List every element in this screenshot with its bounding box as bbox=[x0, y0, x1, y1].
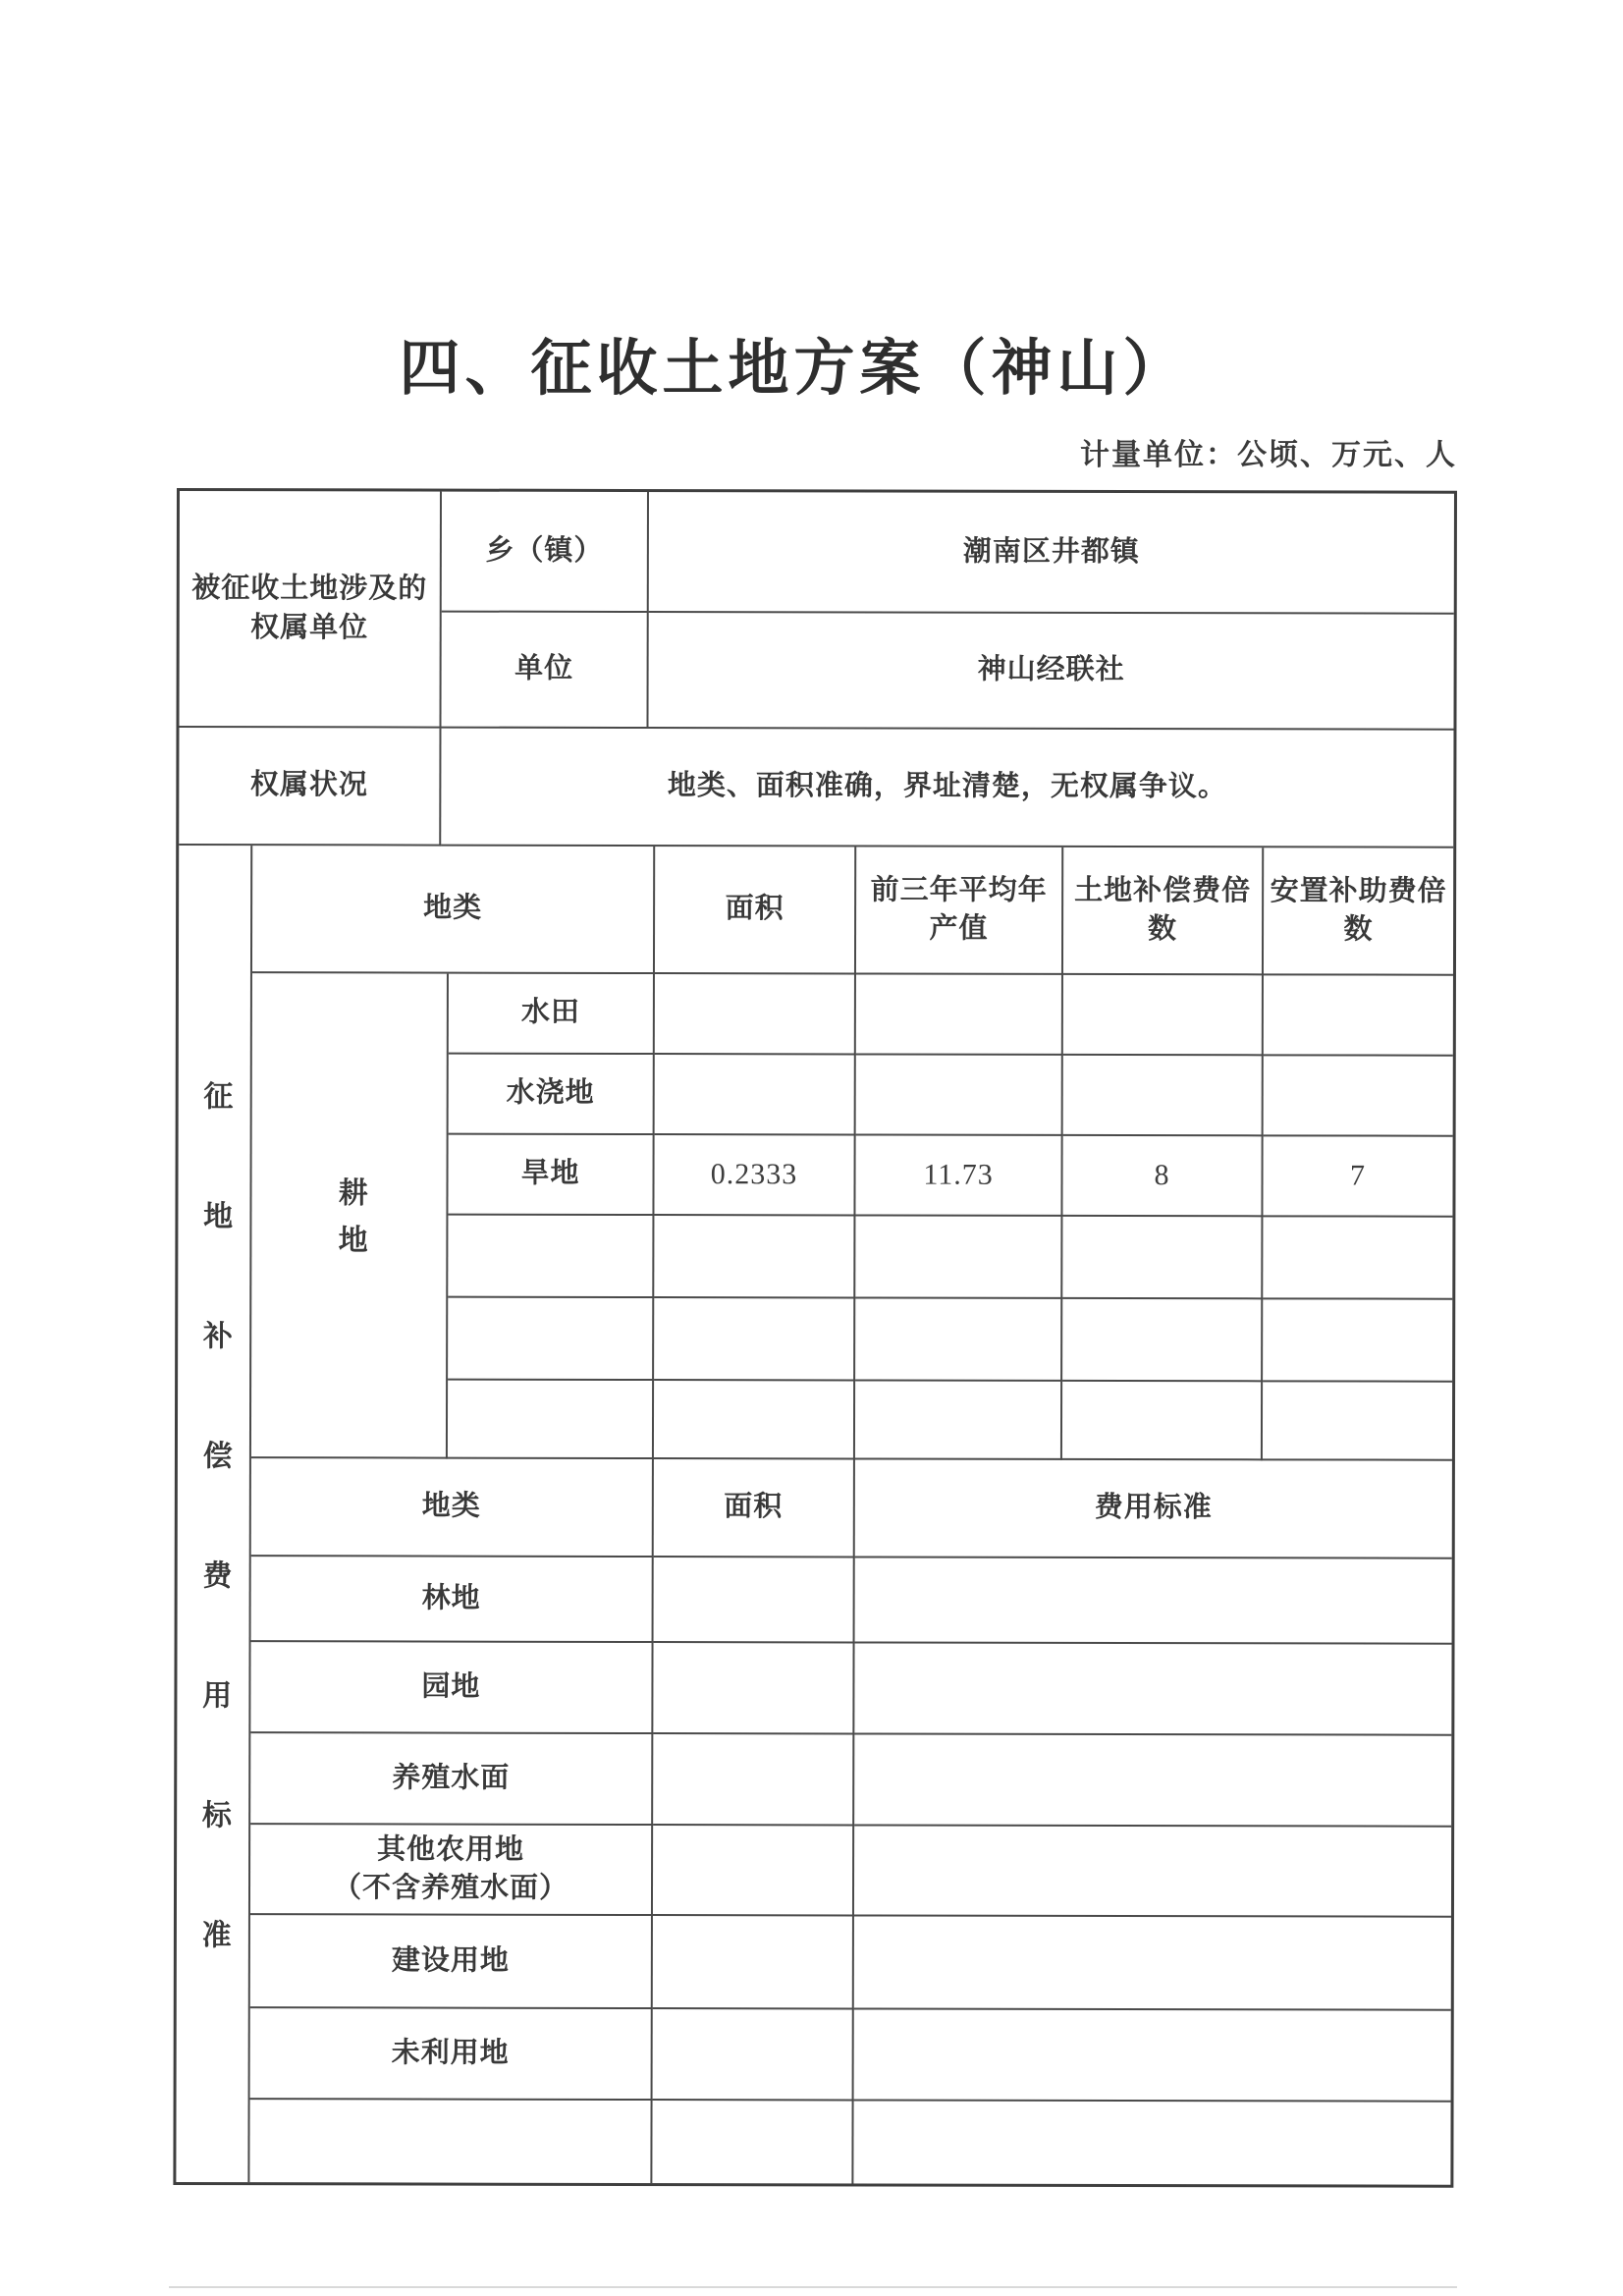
row-irrigated-resettle bbox=[1264, 1056, 1453, 1136]
row-empty2-land-comp bbox=[1062, 1299, 1263, 1382]
ownership-units-section bbox=[179, 491, 1454, 731]
row-garden-area bbox=[653, 1643, 854, 1734]
row-bottom-empty-label bbox=[249, 2100, 652, 2183]
unit-label-cell: 单位 bbox=[441, 613, 648, 729]
row-other-agri-area bbox=[653, 1826, 854, 1916]
row-empty2-avg-output bbox=[855, 1298, 1062, 1381]
row-empty1-avg-output bbox=[855, 1216, 1062, 1298]
row-garden-fee bbox=[854, 1643, 1451, 1735]
row-aquaculture-fee bbox=[854, 1734, 1451, 1827]
document-title: 四、征收土地方案（神山） bbox=[399, 335, 1189, 403]
land-acquisition-table bbox=[173, 488, 1457, 2188]
c2-header-fee-standard: 费用标准 bbox=[855, 1459, 1452, 1558]
compensation-section bbox=[176, 846, 1453, 2185]
township-value-cell: 潮南区井都镇 bbox=[649, 492, 1454, 615]
row-aquaculture-area bbox=[653, 1734, 854, 1826]
cultivated-group-label-text: 耕地 bbox=[333, 1176, 366, 1272]
measurement-unit-note: 计量单位：公顷、万元、人 bbox=[1080, 439, 1457, 471]
row-unused-fee bbox=[854, 2009, 1451, 2102]
row-empty2-label bbox=[448, 1298, 654, 1381]
row-empty3-area bbox=[654, 1381, 855, 1459]
row-dryland-land-comp: 8 bbox=[1062, 1136, 1263, 1217]
row-empty3-avg-output bbox=[855, 1381, 1062, 1459]
row-construction-fee bbox=[854, 1916, 1451, 2010]
ownership-status-value: 地类、面积准确，界址清楚，无权属争议。 bbox=[441, 729, 1453, 848]
c2-header-area: 面积 bbox=[654, 1459, 855, 1558]
ownership-status-section bbox=[179, 728, 1453, 848]
cultivated-group-label bbox=[251, 973, 449, 1458]
c2-header-land-type: 地类 bbox=[251, 1458, 654, 1558]
row-dryland-avg-output: 11.73 bbox=[855, 1135, 1062, 1216]
row-dryland-label: 旱地 bbox=[448, 1135, 654, 1216]
ownership-units-label: 被征收土地涉及的 权属单位 bbox=[179, 491, 442, 729]
compensation-side-label: 征地补偿费用标准 bbox=[196, 1079, 232, 2039]
row-paddy-area bbox=[655, 974, 856, 1055]
row-unused-area bbox=[653, 2009, 854, 2101]
row-empty1-area bbox=[654, 1216, 855, 1298]
row-forest-fee bbox=[855, 1558, 1452, 1644]
row-paddy-resettle bbox=[1264, 975, 1453, 1056]
row-dryland-area: 0.2333 bbox=[654, 1135, 855, 1216]
row-empty2-area bbox=[654, 1298, 855, 1381]
row-forest-area bbox=[654, 1558, 855, 1643]
row-paddy-land-comp bbox=[1063, 975, 1264, 1056]
unit-value-cell: 神山经联社 bbox=[648, 613, 1453, 731]
ownership-status-label: 权属状况 bbox=[179, 728, 441, 847]
row-unused-label: 未利用地 bbox=[250, 2008, 653, 2101]
c1-header-avg-output: 前三年平均年 产值 bbox=[856, 847, 1063, 974]
row-bottom-empty-fee bbox=[853, 2101, 1450, 2184]
row-empty1-label bbox=[448, 1216, 654, 1298]
row-empty1-land-comp bbox=[1062, 1217, 1263, 1299]
row-irrigated-avg-output bbox=[856, 1055, 1063, 1135]
row-other-agri-label: 其他农用地 （不含养殖水面） bbox=[250, 1825, 653, 1916]
row-aquaculture-label: 养殖水面 bbox=[250, 1733, 653, 1826]
page-bottom-scan-artifact bbox=[169, 2286, 1457, 2288]
c1-header-area: 面积 bbox=[655, 847, 856, 974]
township-label-cell: 乡（镇） bbox=[442, 492, 649, 613]
row-dryland-resettle: 7 bbox=[1263, 1136, 1452, 1217]
other-land-table bbox=[249, 1458, 1452, 2185]
c1-header-land-comp-multiple: 土地补偿费倍 数 bbox=[1063, 847, 1264, 975]
row-paddy-avg-output bbox=[856, 974, 1063, 1055]
row-other-agri-fee bbox=[854, 1826, 1451, 1917]
row-empty2-resettle bbox=[1263, 1299, 1452, 1382]
row-construction-area bbox=[653, 1916, 854, 2009]
cultivated-land-table bbox=[251, 846, 1453, 1461]
compensation-side-column bbox=[176, 846, 252, 2182]
row-bottom-empty-area bbox=[652, 2101, 853, 2183]
row-garden-label: 园地 bbox=[250, 1642, 653, 1734]
row-forest-label: 林地 bbox=[251, 1557, 654, 1643]
row-empty3-label bbox=[448, 1381, 654, 1459]
row-empty3-resettle bbox=[1263, 1382, 1452, 1460]
row-construction-label: 建设用地 bbox=[250, 1915, 653, 2009]
row-paddy-label: 水田 bbox=[449, 974, 655, 1055]
row-irrigated-land-comp bbox=[1063, 1056, 1264, 1136]
compensation-body bbox=[249, 846, 1453, 2185]
row-empty1-resettle bbox=[1263, 1217, 1452, 1299]
row-empty3-land-comp bbox=[1062, 1382, 1263, 1460]
c1-header-land-type: 地类 bbox=[252, 846, 655, 974]
c1-header-resettle-multiple: 安置补助费倍 数 bbox=[1264, 847, 1453, 975]
row-irrigated-area bbox=[655, 1055, 856, 1135]
row-irrigated-label: 水浇地 bbox=[449, 1055, 655, 1135]
